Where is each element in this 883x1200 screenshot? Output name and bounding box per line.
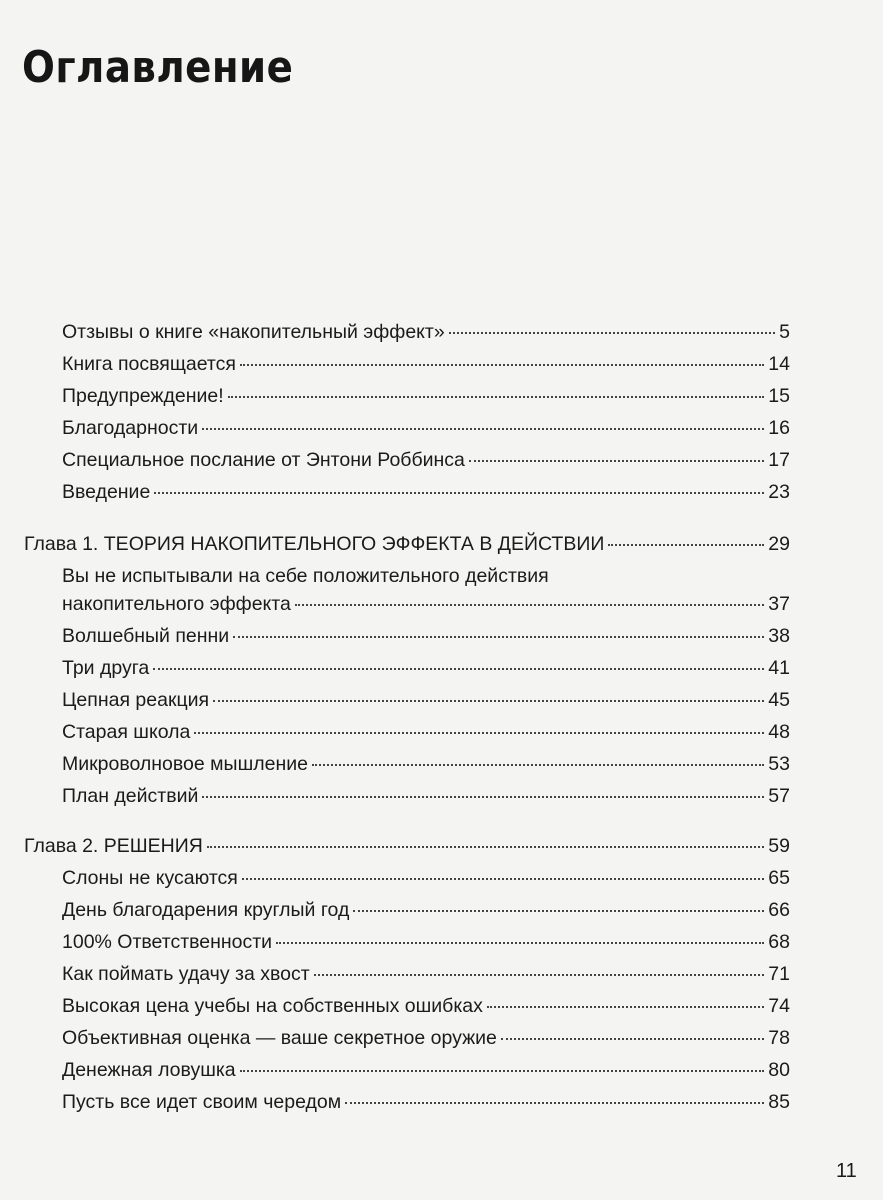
dot-leader xyxy=(501,1038,764,1040)
toc-entry-label: Специальное послание от Энтони Роббинса xyxy=(62,449,465,471)
dot-leader xyxy=(202,796,764,798)
toc-entry xyxy=(62,320,790,344)
toc-entry xyxy=(62,352,790,376)
dot-leader xyxy=(345,1102,764,1104)
dot-leader xyxy=(242,878,764,880)
toc-entry xyxy=(62,866,790,890)
toc-entry-label: Высокая цена учебы на собственных ошибках xyxy=(62,995,483,1017)
toc-entry-page: 65 xyxy=(768,867,790,889)
toc-entry-page: 38 xyxy=(768,625,790,647)
chapter-title: Глава 2. РЕШЕНИЯ xyxy=(24,835,203,857)
toc-entry xyxy=(62,752,790,776)
dot-leader xyxy=(207,846,764,848)
toc-entry-page: 66 xyxy=(768,899,790,921)
toc-entry-page: 68 xyxy=(768,931,790,953)
toc-entry-label: накопительного эффекта xyxy=(62,593,291,615)
dot-leader xyxy=(312,764,764,766)
dot-leader xyxy=(487,1006,764,1008)
chapter-page: 29 xyxy=(768,533,790,555)
dot-leader xyxy=(194,732,764,734)
dot-leader xyxy=(295,604,764,606)
toc-entry-label: День благодарения круглый год xyxy=(62,899,350,921)
toc-entry-page: 14 xyxy=(768,353,790,375)
toc-entry xyxy=(62,930,790,954)
toc-entry xyxy=(62,688,790,712)
toc-entry xyxy=(62,962,790,986)
toc-entry-label: Введение xyxy=(62,481,151,503)
chapter-page: 59 xyxy=(768,835,790,857)
toc-entry-label: Как поймать удачу за хвост xyxy=(62,963,310,985)
toc-entry-page: 23 xyxy=(768,481,790,503)
toc-entry xyxy=(62,898,790,922)
toc-entry-page: 74 xyxy=(768,995,790,1017)
toc-entry-first-line: Вы не испытывали на себе положительного действия xyxy=(62,565,549,587)
toc-entry-page: 71 xyxy=(768,963,790,985)
toc-entry-page: 57 xyxy=(768,785,790,807)
toc-entry-page: 17 xyxy=(768,449,790,471)
toc-entry xyxy=(62,480,790,504)
dot-leader xyxy=(202,428,764,430)
toc-entry xyxy=(62,784,790,808)
toc-entry xyxy=(62,994,790,1018)
toc-entry xyxy=(62,624,790,648)
toc-entry-page: 53 xyxy=(768,753,790,775)
toc-entry-label: 100% Ответственности xyxy=(62,931,273,953)
dot-leader xyxy=(353,910,764,912)
toc-entry-page: 37 xyxy=(768,593,790,615)
toc-entry-label: Объективная оценка — ваше секретное оружие xyxy=(62,1027,497,1049)
toc-entry-label: Отзывы о книге «накопительный эффект» xyxy=(62,321,445,343)
toc-entry-label: Старая школа xyxy=(62,721,191,743)
toc-entry-label: Волшебный пенни xyxy=(62,625,230,647)
dot-leader xyxy=(228,396,765,398)
toc-entry-page: 16 xyxy=(768,417,790,439)
toc-entry xyxy=(62,656,790,680)
toc-entry-label: План действий xyxy=(62,785,199,807)
toc-entry xyxy=(62,448,790,472)
dot-leader xyxy=(154,492,764,494)
toc-entry-label: Слоны не кусаются xyxy=(62,867,238,889)
toc-entry-page: 45 xyxy=(768,689,790,711)
page-title: Оглавление xyxy=(22,42,294,93)
dot-leader xyxy=(608,544,764,546)
dot-leader xyxy=(240,1070,765,1072)
dot-leader xyxy=(233,636,764,638)
toc-entry xyxy=(62,1090,790,1114)
toc-entry-label: Пусть все идет своим чередом xyxy=(62,1091,342,1113)
toc-chapter-1 xyxy=(24,532,790,556)
toc-entry xyxy=(62,592,790,616)
dot-leader xyxy=(213,700,764,702)
toc-entry-page: 15 xyxy=(768,385,790,407)
toc-entry-label: Цепная реакция xyxy=(62,689,210,711)
toc-entry-page: 85 xyxy=(768,1091,790,1113)
toc-entry-page: 5 xyxy=(779,321,790,343)
dot-leader xyxy=(153,668,764,670)
chapter-title: Глава 1. ТЕОРИЯ НАКОПИТЕЛЬНОГО ЭФФЕКТА В ДЕЙСТВИИ xyxy=(24,533,605,555)
toc-entry-page: 48 xyxy=(768,721,790,743)
dot-leader xyxy=(240,364,764,366)
toc-entry-page: 41 xyxy=(768,657,790,679)
toc-entry xyxy=(62,1058,790,1082)
toc-entry xyxy=(62,1026,790,1050)
toc-entry-label: Благодарности xyxy=(62,417,199,439)
toc-entry xyxy=(62,416,790,440)
dot-leader xyxy=(449,332,775,334)
dot-leader xyxy=(276,942,764,944)
toc-entry-page: 78 xyxy=(768,1027,790,1049)
toc-entry-page: 80 xyxy=(768,1059,790,1081)
toc-entry-label: Три друга xyxy=(62,657,150,679)
toc-entry xyxy=(62,720,790,744)
toc-entry-label: Предупреждение! xyxy=(62,385,224,407)
page-number: 11 xyxy=(836,1160,857,1182)
dot-leader xyxy=(469,460,764,462)
dot-leader xyxy=(314,974,765,976)
toc-entry xyxy=(62,384,790,408)
toc-entry-label: Микроволновое мышление xyxy=(62,753,308,775)
toc-chapter-2 xyxy=(24,834,790,858)
toc-entry-label: Книга посвящается xyxy=(62,353,236,375)
toc-entry-label: Денежная ловушка xyxy=(62,1059,236,1081)
